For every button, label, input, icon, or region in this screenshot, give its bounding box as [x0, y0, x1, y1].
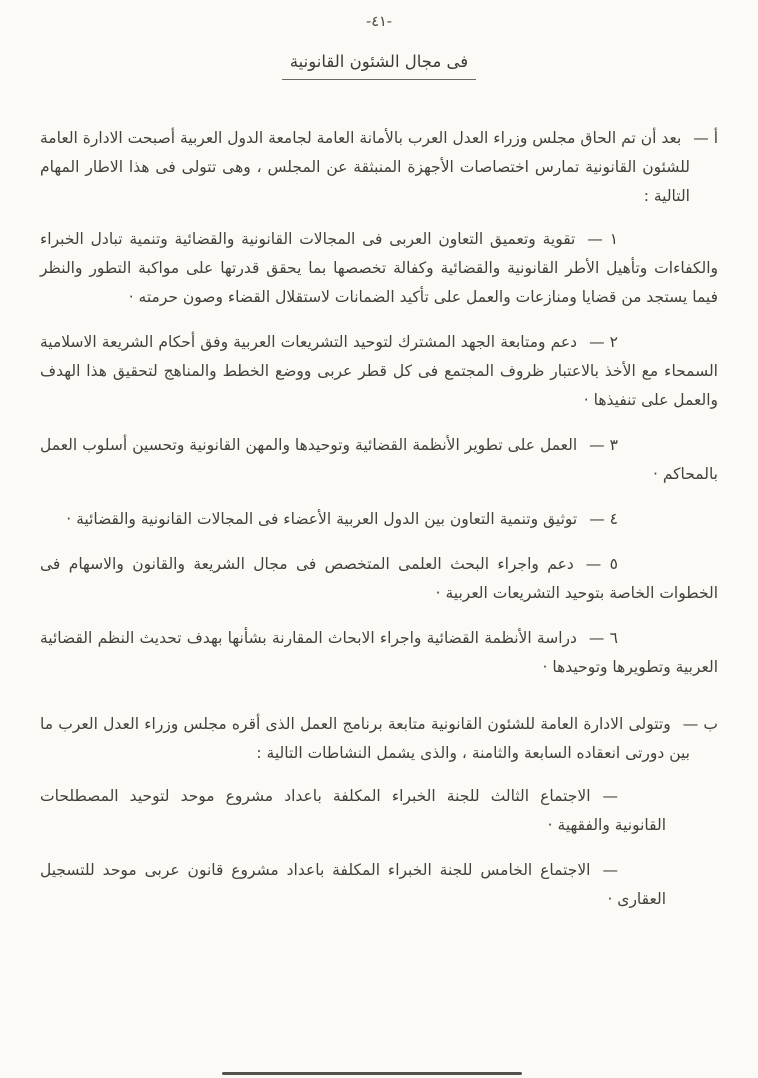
page-number: -٤١- [365, 14, 393, 30]
task-text-2: دعم ومتابعة الجهد المشترك لتوحيد التشريعات العربية وفق أحكام الشريعة الاسلامية السمحاء مع الأخذ بالاعتبار ظروف المجتمع فى كل قطر عربى ووضع الخطط والمناهج لتحقيق هذا الهدف والعمل على تنفيذها · [40, 333, 718, 409]
task-text-4: توثيق وتنمية التعاون بين الدول العربية الأعضاء فى المجالات القانونية والقضائية · [66, 510, 578, 528]
activity-item-1 [40, 782, 718, 840]
task-text-1: تقوية وتعميق التعاون العربى فى المجالات القانونية والقضائية وتنمية تبادل الخبراء والكفاءات وتأهيل الأطر القانونية والقضائية وكفالة تخصصها بما يحقق قدرتها على مواكبة التطور والنظر فيما يستجد من قضايا ومنازعات والعمل على تأكيد الضمانات لاستقلال القضاء وصون حرمته · [40, 230, 718, 306]
activity-list [40, 782, 718, 914]
scan-artifact [222, 1072, 522, 1075]
activity-text-2: الاجتماع الخامس للجنة الخبراء المكلفة باعداد مشروع قانون عربى موحد للتسجيل العقارى · [40, 861, 666, 908]
section-b-text: وتتولى الادارة العامة للشئون القانونية متابعة برنامج العمل الذى أقره مجلس وزراء العدل العرب ما بين دورتى انعقاده السابعة والثامنة ، والذى يشمل النشاطات التالية : [40, 715, 690, 762]
task-marker-2: ٢ — [589, 333, 618, 351]
task-item-1 [40, 225, 718, 312]
task-marker-1: ١ — [587, 230, 619, 248]
activity-marker-2: — [602, 861, 618, 879]
section-b-marker: ب — [682, 715, 718, 733]
page-title: فى مجال الشئون القانونية [282, 52, 476, 80]
task-text-5: دعم واجراء البحث العلمى المتخصص فى مجال الشريعة والقانون والاسهام فى الخطوات الخاصة بتوحيد التشريعات العربية · [40, 555, 718, 602]
task-item-6 [40, 624, 718, 682]
task-item-4 [40, 505, 718, 534]
section-a-text: بعد أن تم الحاق مجلس وزراء العدل العرب بالأمانة العامة لجامعة الدول العربية أصبحت الادارة العامة للشئون القانونية تمارس اختصاصات الأجهزة المنبثقة عن المجلس ، وهى تتولى فى هذا الاطار المهام التالية : [40, 129, 690, 205]
task-text-3: العمل على تطوير الأنظمة القضائية وتوحيدها والمهن القانونية وتحسين أسلوب العمل بالمحاكم · [40, 436, 718, 483]
activity-text-1: الاجتماع الثالث للجنة الخبراء المكلفة باعداد مشروع موحد لتوحيد المصطلحات القانونية والفقهية · [40, 787, 666, 834]
title-container [40, 52, 718, 80]
document-body [40, 124, 718, 914]
task-item-3 [40, 431, 718, 489]
section-a-marker: أ — [693, 129, 719, 147]
section-b-paragraph [40, 710, 718, 768]
task-item-5 [40, 550, 718, 608]
task-item-2 [40, 328, 718, 415]
task-marker-5: ٥ — [585, 555, 618, 573]
activity-marker-1: — [602, 787, 618, 805]
task-list [40, 225, 718, 682]
section-a-paragraph [40, 124, 718, 211]
activity-item-2 [40, 856, 718, 914]
task-marker-4: ٤ — [589, 510, 618, 528]
task-marker-3: ٣ — [589, 436, 618, 454]
task-marker-6: ٦ — [588, 629, 618, 647]
task-text-6: دراسة الأنظمة القضائية واجراء الابحاث المقارنة بشأنها بهدف تحديث النظم القضائية العربية وتطويرها وتوحيدها · [40, 629, 718, 676]
